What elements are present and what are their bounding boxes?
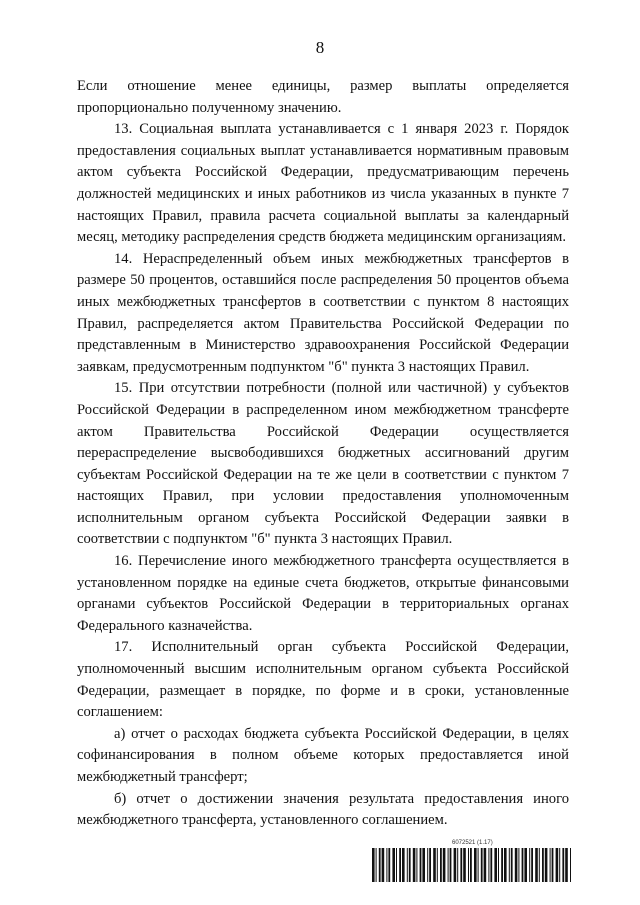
document-body — [77, 76, 569, 832]
page-number: 8 — [315, 38, 325, 57]
paragraph-14: 14. Нераспределенный объем иных межбюджетных трансфертов в размере 50 процентов, оставшийся после распределения 50 процентов объема иных межбюджетных трансфертов в соответствии с пунктом 8 настоящих Правил, распределяется актом Правительства Российской Федерации по представленным в Министерство здравоохранения Российской Федерации заявкам, предусмотренным подпунктом "б" пункта 3 настоящих Правил. — [77, 250, 569, 375]
paragraph-17b: б) отчет о достижении значения результата предоставления иного межбюджетного трансферта, установленного соглашением. — [77, 790, 569, 829]
paragraph-17a: а) отчет о расходах бюджета субъекта Российской Федерации, в целях софинансирования в полном объеме которых предоставляется иной межбюджетный трансферт; — [77, 725, 569, 785]
barcode-icon — [372, 848, 572, 882]
paragraph-16: 16. Перечисление иного межбюджетного трансферта осуществляется в установленном порядке на единые счета бюджетов, открытые финансовыми органами субъектов Российской Федерации в территориальных органах Федерального казначейства. — [77, 553, 569, 634]
paragraph-continuation: Если отношение менее единицы, размер выплаты определяется пропорционально полученному значению. — [77, 78, 569, 116]
paragraph-15: 15. При отсутствии потребности (полной или частичной) у субъектов Российской Федерации в распределенном ином межбюджетном трансферте актом Правительства Российской Федерации осуществляется перераспределение высвободившихся бюджетных ассигнований другим субъектам Российской Федерации на те же цели в соответствии с пунктом 7 настоящих Правил, при условии предоставления уполномоченным исполнительным органом субъекта Российской Федерации заявки в соответствии с подпунктом "б" пункта 3 настоящих Правил. — [77, 380, 569, 548]
paragraph-13: 13. Социальная выплата устанавливается с 1 января 2023 г. Порядок предоставления социальных выплат устанавливается нормативным правовым актом субъекта Российской Федерации, предусматривающим перечень должностей медицинских и иных работников из числа указанных в пункте 7 настоящих Правил, правила расчета социальной выплаты за календарный месяц, методику распределения средств бюджета медицинским организациям. — [77, 121, 569, 246]
paragraph-17: 17. Исполнительный орган субъекта Российской Федерации, уполномоченный высшим исполнительным органом субъекта Российской Федерации, размещает в порядке, по форме и в сроки, установленные соглашением: — [77, 639, 569, 721]
document-code: 6072521 (1.17) — [452, 840, 493, 846]
